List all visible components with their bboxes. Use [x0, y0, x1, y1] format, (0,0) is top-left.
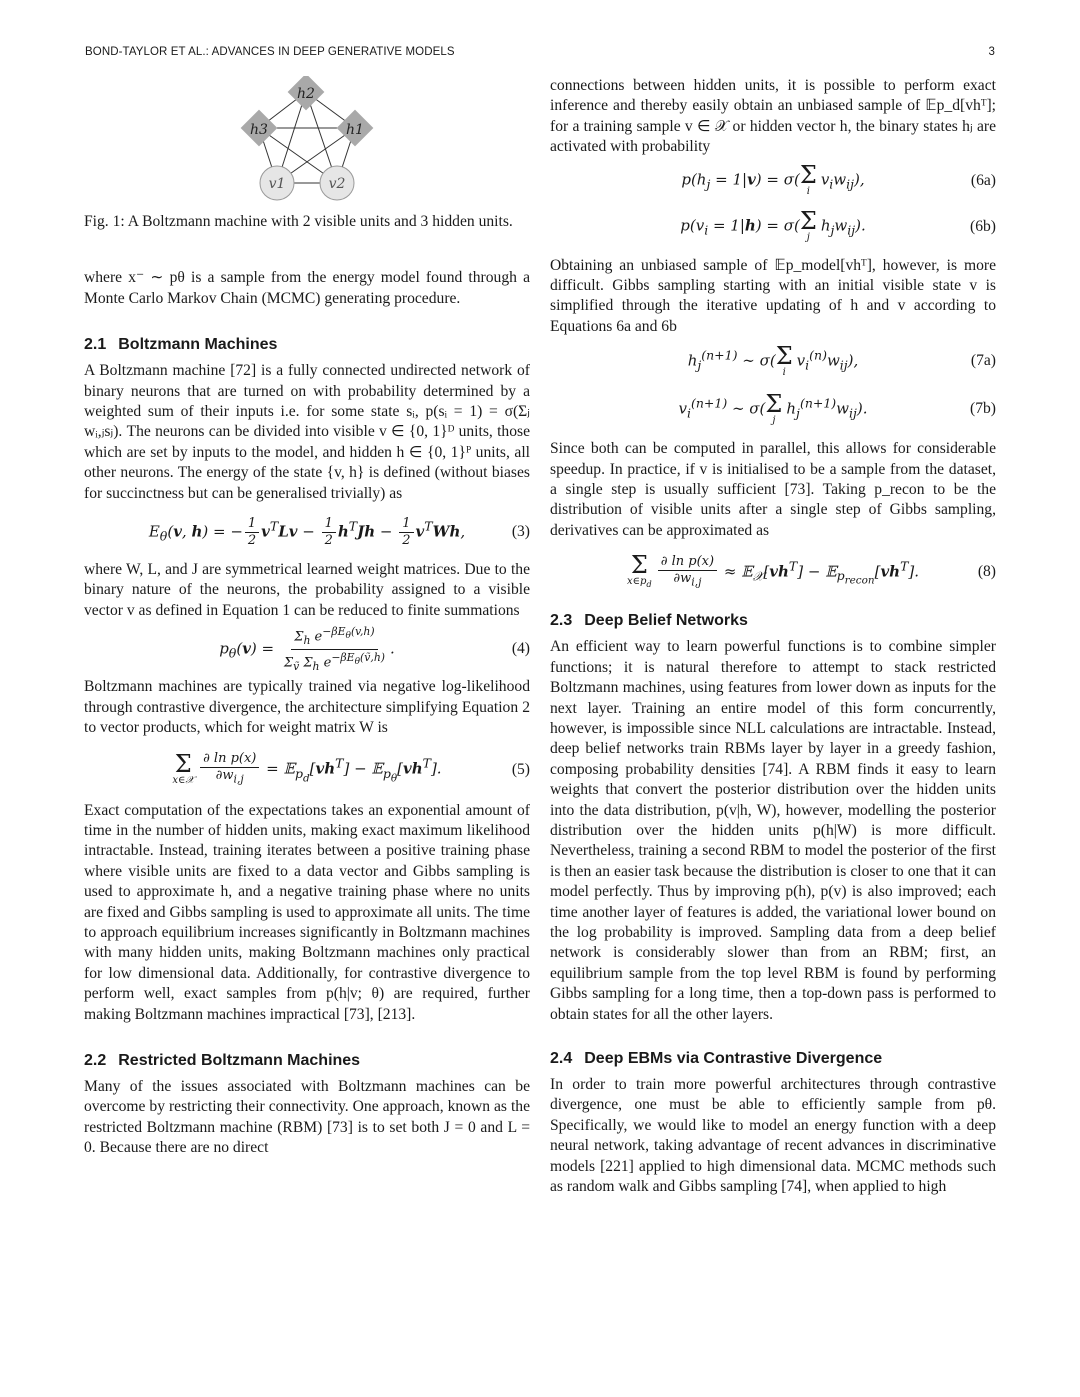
right-column — [550, 76, 996, 1197]
page-number: 3 — [988, 46, 995, 58]
rbm-paragraph-4: Since both can be computed in parallel, this allows for considerable speedup. In practice, if v is initialised to be a sample from the dataset, a single step is usually sufficient [73]. Taking p_recon to be the distribution of visible units after a single step of Gibbs sampling, derivatives can be approximated as — [550, 440, 996, 539]
node-h3 — [241, 110, 278, 147]
equation-6a: $p(h_j = 1|v) = \sigma$( Σ i $v_iw_{ij}$), (6a) — [681, 161, 996, 198]
equation-7b: $v_i^{(n+1)}$ ∼ σ( Σ j $h_j^{(n+1)}w_{ij}$). (7b) — [678, 389, 996, 426]
node-h2 — [288, 76, 325, 110]
equation-5: Σ x∈𝒳 $\frac{\text{∂ ln p(x)}}{\partial w_{i,j}}$ = $𝔼_{p_d}[vh^T]$ − $𝔼_{p_\theta}[vh^T]$. (5) — [172, 750, 530, 786]
equation-7a-number: (7a) — [970, 352, 996, 370]
boltzmann-paragraph-4: Exact computation of the expectations takes an exponential amount of time in the number of hidden units, making exact maximum likelihood intractable. Instead, training iterates between a positive training phase where visible units are fixed to a data vector and Gibbs sampling is used to approximate h, and a negative training phase where no units are fixed and Gibbs sampling is used to approximate all units. The time to approach equilibrium increases significantly in Boltzmann machines with many hidden units, making Boltzmann machines only practical for low dimensional data. Additionally, for contrastive divergence to perform well, exact samples from p(h|v; θ) are required, further making Boltzmann machines impractical [73], [213]. — [84, 801, 530, 1023]
boltzmann-paragraph-2: where W, L, and J are symmetrical learned weight matrices. Due to the binary nature of the neurons, the probability assigned to a visible vector v as defined in Equation 1 can be reduced to finite summations — [84, 561, 530, 619]
equation-4: $p_\theta(v)$ = $\frac{\Sigma_h e^{-\beta E_\theta(v,h)}}{\Sigma_ṽ \Sigma_h e^{-\beta E_\theta(ṽ,h)}}$ . (4) — [219, 624, 530, 673]
section-number: 2.2 — [84, 1051, 107, 1069]
section-2-3-heading — [550, 611, 996, 631]
left-column — [84, 76, 530, 1159]
equation-6b: $p(v_i = 1|h) = \sigma$( Σ j $h_jw_{ij}$). (6b) — [680, 207, 996, 244]
section-title: Boltzmann Machines — [118, 336, 278, 354]
boltzmann-graph — [84, 76, 530, 204]
rbm-paragraph-3: Obtaining an unbiased sample of 𝔼p_model[vhᵀ], however, is more difficult. Gibbs sampling starting with an initial visible state v is simplified through the iterative updating of h and v according to Equations 6a and 6b — [550, 256, 996, 335]
equation-3: $E_\theta(v$, h) = − $\frac{1}{2}$ $v^TLv$ − $\frac{1}{2}$ $h^TJh$ − $\frac{1}{2}$ $v^TWh$, (3) — [148, 515, 530, 548]
rbm-paragraph-1: Many of the issues associated with Boltzmann machines can be overcome by restricting their connectivity. One approach, known as the restricted Boltzmann machine (RBM) [73] is to set both J = 0 and L = 0. Because there are no direct — [84, 1077, 530, 1157]
running-title: BOND-TAYLOR ET AL.: ADVANCES IN DEEP GENERATIVE MODELS — [85, 46, 455, 58]
node-label-h1: h1 — [346, 122, 364, 138]
section-title: Deep Belief Networks — [584, 612, 748, 630]
figure-caption: Fig. 1: A Boltzmann machine with 2 visible units and 3 hidden units. — [84, 213, 513, 230]
equation-6a-number: (6a) — [970, 171, 996, 189]
equation-7b-number: (7b) — [970, 400, 996, 418]
node-label-v2: v2 — [328, 176, 346, 192]
dbn-paragraph: An efficient way to learn powerful functions is to combine simpler functions; it is natural therefore to attempt to stack restricted Boltzmann machines, using features from lower down as inputs for the next layer. Training an entire model of this form concurrently, however, is impossible since NLL calculations are intractable. Instead, deep belief networks train RBMs layer by layer in a greedy fashion, composing probability densities [74]. A RBM finds it easy to learn weights that convert the posterior distribution over the hidden units into the data distribution, p(v|h, W), however, modelling the posterior distribution over the hidden units p(h|W) is more difficult. Nevertheless, training a second RBM to model the posterior of the first is then an easier task because the distribution is closer to one that it can model perfectly. Thus by improving p(h), p(v) is also improved; each time another layer of features is added, the variational lower bound on the log probability is improved. Sampling data from a deep belief network is considerably slower than from an RBM; first, an equilibrium sample from the top level RBM is found by performing Gibbs sampling for a long time, then a top-down pass is performed to obtain states for all the other layers. — [550, 638, 996, 1023]
equation-8-number: (8) — [977, 563, 996, 581]
node-label-h3: h3 — [250, 122, 268, 138]
section-2-2-heading — [84, 1051, 530, 1071]
section-number: 2.1 — [84, 336, 107, 354]
node-v1 — [260, 166, 294, 200]
node-h1 — [337, 110, 374, 147]
equation-3-number: (3) — [511, 523, 530, 541]
section-title: Restricted Boltzmann Machines — [118, 1051, 361, 1069]
node-v2 — [320, 166, 354, 200]
boltzmann-paragraph-3: Boltzmann machines are typically trained via negative log-likelihood through contrastive divergence, the architecture simplifying Equation 2 to vector products, which for weight matrix W is — [84, 678, 530, 737]
node-label-h2: h2 — [297, 86, 315, 102]
section-number: 2.3 — [550, 612, 573, 630]
node-label-v1: v1 — [268, 176, 286, 192]
section-number: 2.4 — [550, 1050, 573, 1067]
boltzmann-paragraph-1: A Boltzmann machine [72] is a fully connected undirected network of binary neurons that are turned on with probability determined by a weighted sum of their inputs i.e. for some state sᵢ, p(sᵢ = 1) = σ(Σⱼ wᵢ,ⱼsⱼ). The neurons can be divided into visible v ∈ {0, 1}ᴰ units, those which are set by inputs to the model, and hidden h ∈ {0, 1}ᴾ units, all other neurons. The energy of the state {v, h} is defined (without biases for succinctness but can be generalised trivially) as — [84, 362, 530, 502]
left-intro-paragraph: where x⁻ ∼ pθ is a sample from the energy model found through a Monte Carlo Markov Chain (MCMC) generating procedure. — [84, 269, 530, 307]
equation-6b-number: (6b) — [970, 217, 996, 235]
figure-boltzmann-machine — [84, 76, 530, 204]
equation-7a: $h_j^{(n+1)}$ ∼ σ( Σ i $v_i^{(n)}w_{ij}$), (7a) — [687, 341, 996, 378]
equation-8: Σ $x\in p_d$ $\frac{\text{∂ ln p(x)}}{\partial w_{i,j}}$ ≈ $𝔼_𝒳[vh^T]$ − $𝔼_{p_{recon}}[vh^T]$. (8) — [626, 551, 996, 590]
equation-5-number: (5) — [511, 760, 530, 778]
section-2-1-heading — [84, 335, 530, 355]
running-header — [85, 46, 995, 64]
deep-ebm-paragraph: In order to train more powerful architectures through contrastive divergence, one must be able to efficiently sample from pθ. Specifically, we would like to model an energy function with a deep neural network, taking advantage of recent advances in discriminative models [221] applied to high dimensional data. MCMC methods such as random walk and Gibbs sampling [74], when applied to high — [550, 1076, 996, 1196]
rbm-paragraph-2: connections between hidden units, it is possible to perform exact inference and thereby easily obtain an unbiased sample of 𝔼p_d[vhᵀ]; for a training sample v ∈ 𝒳 or hidden vector h, the binary states hⱼ are activated with probability — [550, 77, 996, 156]
section-title: Deep EBMs via Contrastive Divergence — [584, 1050, 883, 1067]
equation-4-number: (4) — [511, 640, 530, 658]
section-2-4-heading — [550, 1049, 996, 1069]
